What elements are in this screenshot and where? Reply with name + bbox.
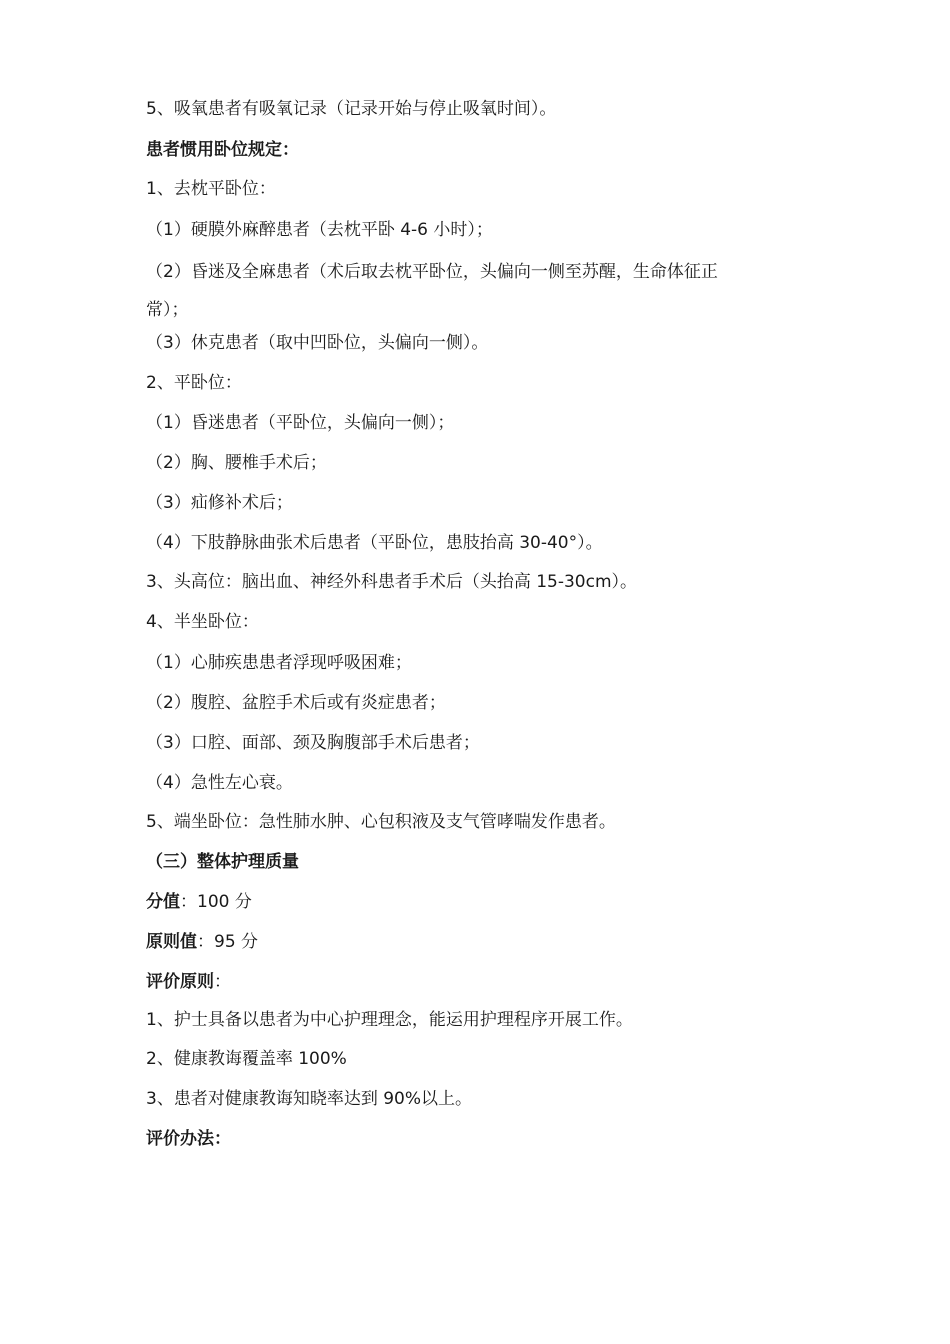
score-label: 分值 [146, 892, 180, 912]
list-item-continuation: 常）； [146, 300, 189, 320]
list-item: 3、头高位：脑出血、神经外科患者手术后（头抬高 15-30cm）。 [146, 572, 638, 592]
list-item: （3）休克患者（取中凹卧位，头偏向一侧）。 [146, 333, 489, 353]
list-item: （4）急性左心衰。 [146, 773, 293, 793]
list-item: 2、平卧位： [146, 373, 242, 393]
list-item: （2）昏迷及全麻患者（术后取去枕平卧位，头偏向一侧至苏醒，生命体征正 [146, 262, 718, 282]
evaluation-principles-colon: ： [214, 972, 231, 992]
section-heading-quality: （三）整体护理质量 [146, 852, 299, 872]
evaluation-principles-line [146, 970, 231, 994]
list-item: 1、护士具备以患者为中心护理理念，能运用护理程序开展工作。 [146, 1010, 633, 1030]
list-item: （1）心肺疾患患者浮现呼吸困难； [146, 653, 412, 673]
list-item: 5、端坐卧位：急性肺水肿、心包积液及支气管哮喘发作患者。 [146, 812, 616, 832]
standard-score-label: 原则值 [146, 932, 197, 952]
list-item: （2）腹腔、盆腔手术后或有炎症患者； [146, 693, 446, 713]
score-line [146, 890, 252, 914]
oxygen-record-item: 5、吸氧患者有吸氧记录（记录开始与停止吸氧时间）。 [146, 99, 557, 119]
list-item: 3、患者对健康教诲知晓率达到 90%以上。 [146, 1089, 473, 1109]
list-item: （3）口腔、面部、颈及胸腹部手术后患者； [146, 733, 480, 753]
standard-score-line [146, 930, 258, 954]
evaluation-principles-label: 评价原则 [146, 972, 214, 992]
list-item: 2、健康教诲覆盖率 100% [146, 1049, 347, 1069]
list-item: （1）硬膜外麻醉患者（去枕平卧 4-6 小时）； [146, 220, 493, 240]
section-heading-positions: 患者惯用卧位规定： [146, 140, 299, 160]
list-item: （1）昏迷患者（平卧位，头偏向一侧）； [146, 413, 455, 433]
list-item: （4）下肢静脉曲张术后患者（平卧位，患肢抬高 30-40°）。 [146, 533, 603, 553]
list-item: 1、去枕平卧位： [146, 179, 276, 199]
list-item: （3）疝修补术后； [146, 493, 293, 513]
standard-score-value: ：95 分 [197, 932, 259, 952]
list-item: 4、半坐卧位： [146, 612, 259, 632]
list-item: （2）胸、腰椎手术后； [146, 453, 327, 473]
section-heading-evaluation-method: 评价办法： [146, 1129, 231, 1149]
score-value: ：100 分 [180, 892, 252, 912]
